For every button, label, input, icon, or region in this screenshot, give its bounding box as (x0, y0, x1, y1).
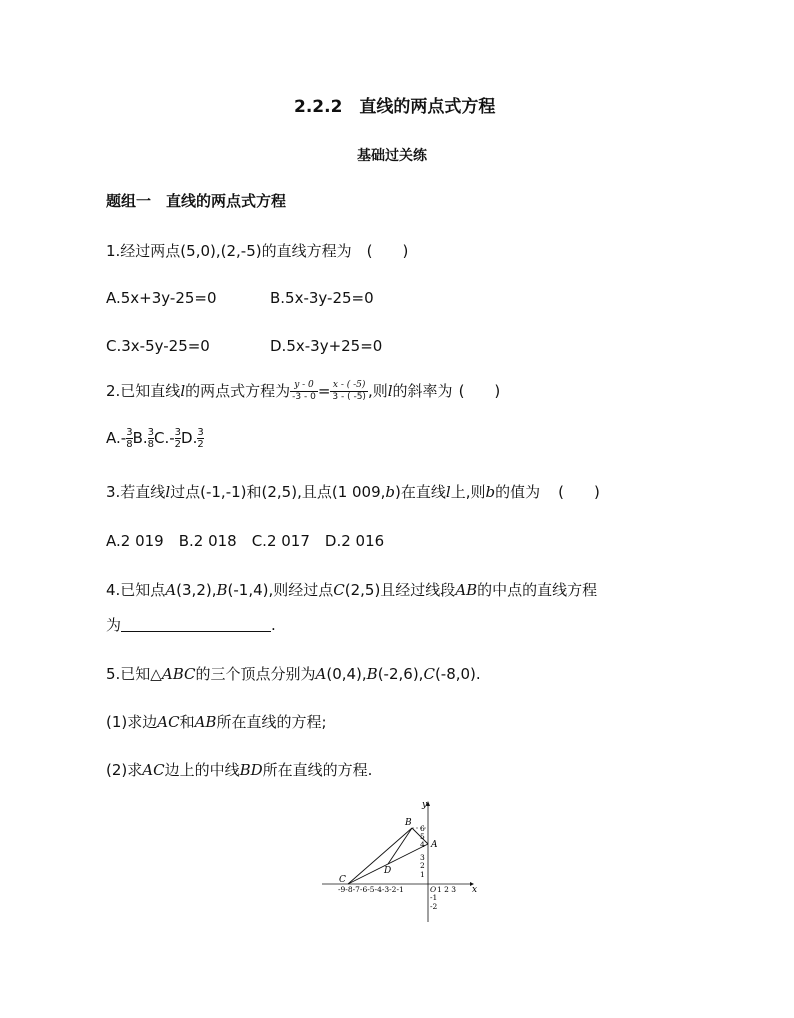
question-1-option-c: C.3x-5y-25=0 (106, 337, 210, 355)
q2-fraction-1: $\frac{y - 0}{-3 - 0}$ (292, 380, 316, 402)
q2-option-b-fraction: $\frac{3}{8}$ (147, 427, 154, 450)
page-title: 2.2.2 直线的两点式方程 (294, 97, 496, 117)
q2-prefix: 2.已知直线 (106, 382, 181, 400)
point-b-label: B (405, 818, 412, 828)
y-tick-3: 3 (420, 853, 425, 862)
q2-suffix-a: ,则 (367, 382, 388, 400)
segment-cb (348, 828, 412, 884)
x-axis-label: x (472, 885, 478, 895)
question-4-line-1: 4.已知点A(3,2),B(-1,4),则经过点C(2,5)且经过线段AB的中点的直线方程 (106, 581, 598, 599)
answer-blank[interactable] (121, 617, 271, 632)
x-ticks-negative: -9-8-7-6-5-4-3-2-1 (338, 885, 404, 894)
question-3-stem: 3.若直线l过点(-1,-1)和(2,5),且点(1 009,b)在直线l上,则b的值为 ( ) (106, 483, 600, 501)
point-c-label: C (339, 875, 346, 885)
y-tick-neg-2: -2 (430, 902, 438, 911)
question-5-stem: 5.已知△ABC的三个顶点分别为A(0,4),B(-2,6),C(-8,0). (106, 665, 481, 683)
q2-option-d-fraction: $\frac{3}{2}$ (197, 427, 204, 450)
y-tick-1: 1 (420, 870, 425, 879)
point-a-label: A (431, 840, 438, 850)
y-tick-5: 5 (420, 832, 425, 841)
q2-option-c-fraction: $\frac{3}{2}$ (174, 427, 182, 450)
q2-paren: ( ) (458, 382, 501, 400)
question-5-part-2: (2)求AC边上的中线BD所在直线的方程. (106, 761, 373, 779)
y-tick-4: 4 (420, 840, 425, 849)
y-tick-2: 2 (420, 861, 425, 870)
question-3-options: A.2 019 B.2 018 C.2 017 D.2 016 (106, 532, 385, 550)
q2-option-a-fraction: $\frac{3}{8}$ (126, 427, 133, 450)
question-2-options: A.- $\frac{3}{8}$ B. $\frac{3}{8}$ C.- $\frac{3}{2}$ D. $\frac{3}{2}$ (106, 427, 204, 450)
q2-fraction-2: $\frac{x - ( -5)}{3 - ( -5)}$ (332, 380, 366, 402)
question-1-option-a: A.5x+3y-25=0 (106, 289, 217, 307)
q2-line-symbol-2: l (387, 382, 393, 400)
q2-mid: 的两点式方程为 (185, 382, 291, 400)
question-4-line-2: 为 . (106, 616, 276, 634)
question-2-stem (106, 380, 500, 403)
origin-label: O (430, 885, 437, 894)
y-axis-label: y (422, 800, 428, 810)
q2-suffix-b: 的斜率为 (392, 382, 453, 400)
question-1-option-d: D.5x-3y+25=0 (270, 337, 383, 355)
question-5-part-1: (1)求边AC和AB所在直线的方程; (106, 713, 327, 731)
question-1-stem: 1.经过两点(5,0),(2,-5)的直线方程为 ( ) (106, 242, 409, 260)
q2-equals: = (317, 382, 331, 400)
y-tick-6: 6 (420, 824, 425, 833)
y-tick-neg-1: -1 (430, 893, 438, 902)
x-ticks-positive: 1 2 3 (437, 885, 457, 894)
triangle-figure (320, 798, 480, 923)
q2-line-symbol: l (180, 382, 186, 400)
question-1-option-b: B.5x-3y-25=0 (270, 289, 374, 307)
section-title: 题组一 直线的两点式方程 (106, 192, 287, 210)
point-d-label: D (384, 866, 392, 876)
page-subtitle: 基础过关练 (357, 148, 427, 164)
